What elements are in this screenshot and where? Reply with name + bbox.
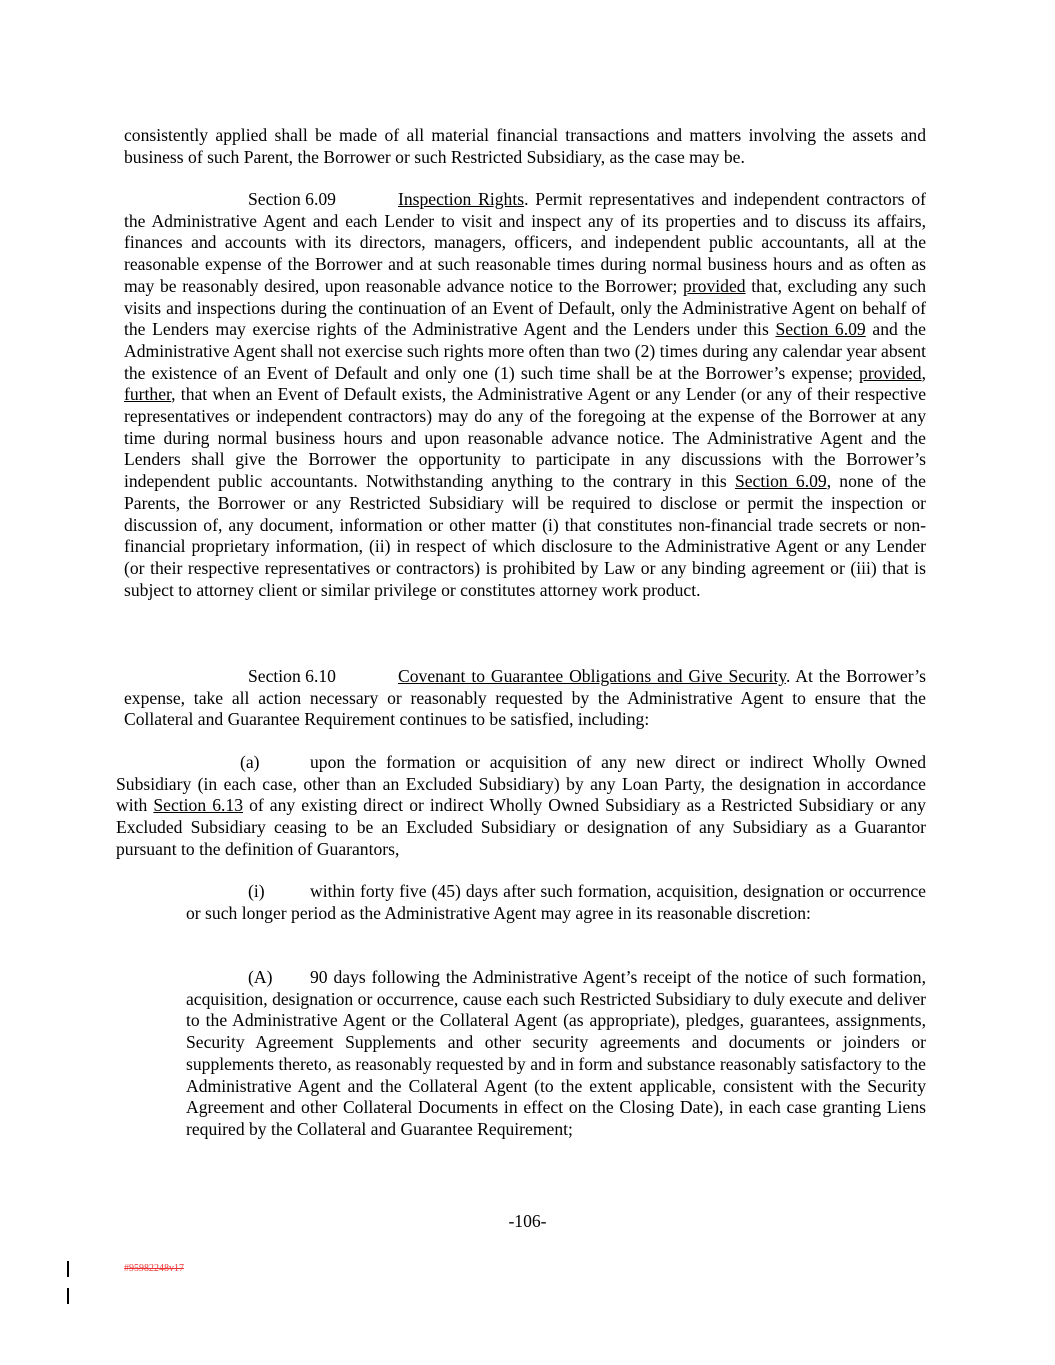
section-6-09-heading: Inspection Rights xyxy=(398,189,525,209)
section-6-09-paragraph: Section 6.09 Inspection Rights. Permit representatives and independent contractors of the Administrative Agent and each Lender to visit and inspect any of its properties and to discuss its affairs, finances and accounts with its directors, managers, officers, and independent public accountants, all at the reasonable expense of the Borrower and at such reasonable times during normal business hours and as often as may be reasonably desired, upon reasonable advance notice to the Borrower; provided that, excluding any such visits and inspections during the continuation of an Event of Default, only the Administrative Agent on behalf of the Lenders may exercise rights of the Administrative Agent and the Lenders under this Section 6.09 and the Administrative Agent shall not exercise such rights more often than two (2) times during any calendar year absent the existence of an Event of Default and only one (1) such time shall be at the Borrower’s expense; provided, further, that when an Event of Default exists, the Administrative Agent or any Lender (or any of their respective representatives or independent contractors) may do any of the foregoing at the expense of the Borrower at any time during normal business hours and upon reasonable advance notice. The Administrative Agent and the Lenders shall give the Borrower the opportunity to participate in any discussions with the Borrower’s independent public accountants. Notwithstanding anything to the contrary in this Section 6.09, none of the Parents, the Borrower or any Restricted Subsidiary will be required to disclose or permit the inspection or discussion of, any document, information or other matter (i) that constitutes non-financial trade secrets or non-financial proprietary information, (ii) in respect of which disclosure to the Administrative Agent or any Lender (or their respective representatives or contractors) is prohibited by Law or any binding agreement or (iii) that is subject to attorney client or similar privilege or constitutes attorney work product. xyxy=(124,189,927,600)
section-6-10-paragraph: Section 6.10 Covenant to Guarantee Obligations and Give Security. At the Borrower’s expense, take all action necessary or reasonably requested by the Administrative Agent to ensure that the Collateral and Guarantee Requirement continues to be satisfied, including: xyxy=(124,666,926,730)
further-term: further xyxy=(124,384,172,405)
section-6-10-number: Section 6.10 xyxy=(248,666,336,686)
page-number: -106- xyxy=(508,1211,547,1231)
section-6-09-cross-ref: Section 6.09 xyxy=(775,319,866,340)
section-6-10-heading: Covenant to Guarantee Obligations and Give Security xyxy=(398,666,786,686)
provided-term: provided xyxy=(683,275,746,296)
clause-i-paragraph: (i) within forty five (45) days after such formation, acquisition, designation or occurrence or such longer period as the Administrative Agent may agree in its reasonable discretion: xyxy=(186,881,926,923)
section-6-09-number: Section 6.09 xyxy=(248,189,336,209)
revision-bar xyxy=(67,1288,69,1304)
clause-i-label: (i) xyxy=(248,881,265,901)
section-6-09-cross-ref: Section 6.09 xyxy=(734,471,827,492)
provided-term: provided xyxy=(859,362,922,383)
clause-a-paragraph: (a) upon the formation or acquisition of any new direct or indirect Wholly Owned Subsidiary (in each case, other than an Excluded Subsidiary) by any Loan Party, the designation in accordance with Section 6.13 of any existing direct or indirect Wholly Owned Subsidiary as a Restricted Subsidiary or any Excluded Subsidiary ceasing to be an Excluded Subsidiary or designation of any Subsidiary as a Guarantor pursuant to the definition of Guarantors, xyxy=(116,752,926,859)
section-6-13-cross-ref: Section 6.13 xyxy=(153,795,243,816)
clause-A-paragraph: (A) 90 days following the Administrative Agent’s receipt of the notice of such formation, acquisition, designation or occurrence, cause each such Restricted Subsidiary to duly execute and deliver to the Administrative Agent or the Collateral Agent (as appropriate), pledges, guarantees, assignments, Security Agreement Supplements and other security agreements and documents or joinders or supplements thereto, as reasonably requested by and in form and substance reasonably satisfactory to the Administrative Agent and the Collateral Agent (to the extent applicable, consistent with the Security Agreement and other Collateral Documents in effect on the Closing Date), in each case granting Liens required by the Collateral and Guarantee Requirement; xyxy=(186,967,926,1139)
clause-a-label: (a) xyxy=(240,752,260,772)
clause-A-label: (A) xyxy=(248,967,273,987)
intro-paragraph: consistently applied shall be made of all material financial transactions and matters involving the assets and business of such Parent, the Borrower or such Restricted Subsidiary, as the case may be. xyxy=(124,125,926,167)
document-id: #95982248v17 xyxy=(124,1263,184,1274)
revision-bar xyxy=(67,1261,69,1277)
